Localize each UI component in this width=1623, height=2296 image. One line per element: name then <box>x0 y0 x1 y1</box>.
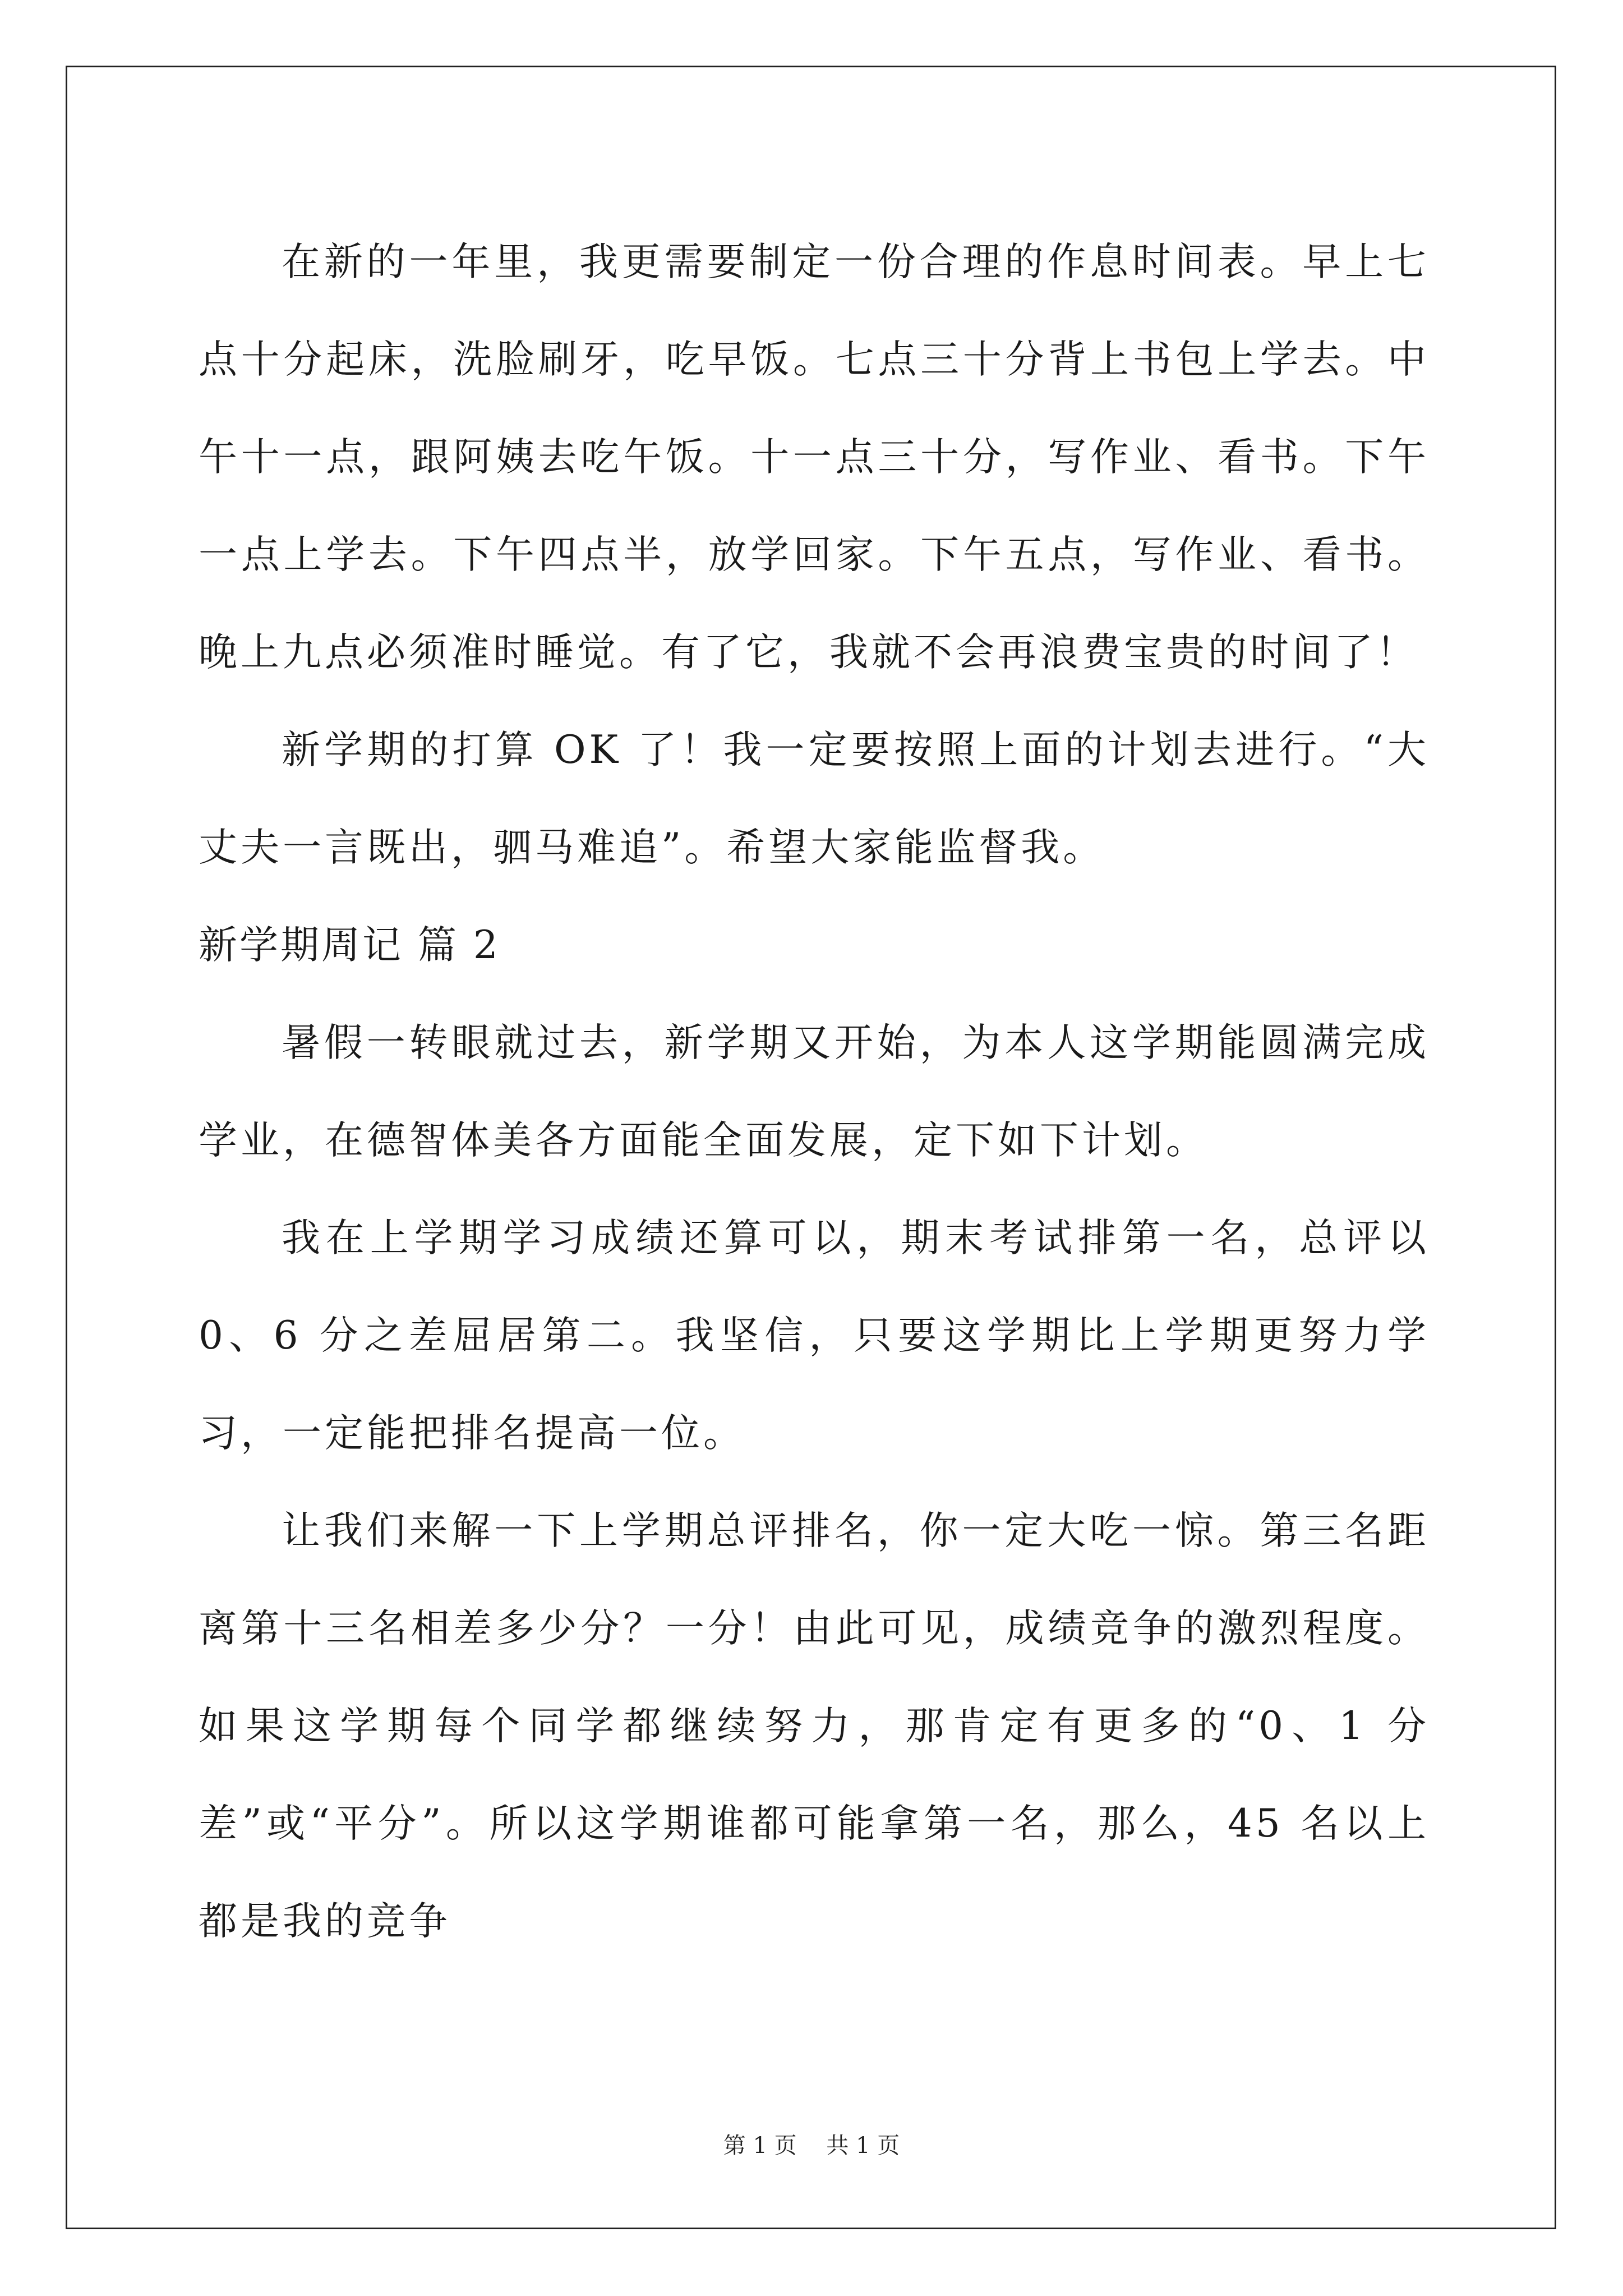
page-number: 第 1 页 <box>723 2133 797 2159</box>
page-total: 共 1 页 <box>826 2133 900 2159</box>
document-body <box>199 213 1430 1970</box>
paragraph-ranking: 让我们来解一下上学期总评排名，你一定大吃一惊。第三名距离第十三名相差多少分？一分！由此可见，成绩竞争的激烈程度。如果这学期每个同学都继续努力，那肯定有更多的“0、1 分差”或“平分”。所以这学期谁都可能拿第一名，那么，45 名以上都是我的竞争 <box>199 1508 1430 1944</box>
paragraph-schedule: 在新的一年里，我更需要制定一份合理的作息时间表。早上七点十分起床，洗脸刷牙，吃早饭。七点三十分背上书包上学去。中午十一点，跟阿姨去吃午饭。十一点三十分，写作业、看书。下午一点上学去。下午四点半，放学回家。下午五点，写作业、看书。晚上九点必须准时睡觉。有了它，我就不会再浪费宝贵的时间了！ <box>199 240 1430 675</box>
paragraph-plan-ok: 新学期的打算 OK 了！我一定要按照上面的计划去进行。“大丈夫一言既出，驷马难追”。希望大家能监督我。 <box>199 728 1430 870</box>
paragraph-summer: 暑假一转眼就过去，新学期又开始，为本人这学期能圆满完成学业，在德智体美各方面能全面发展，定下如下计划。 <box>199 1020 1430 1163</box>
section-heading: 新学期周记 篇 2 <box>199 923 500 968</box>
page-footer <box>0 2129 1623 2162</box>
paragraph-grades: 我在上学期学习成绩还算可以，期末考试排第一名，总评以 0、6 分之差屈居第二。我坚信，只要这学期比上学期更努力学习，一定能把排名提高一位。 <box>199 1216 1430 1456</box>
